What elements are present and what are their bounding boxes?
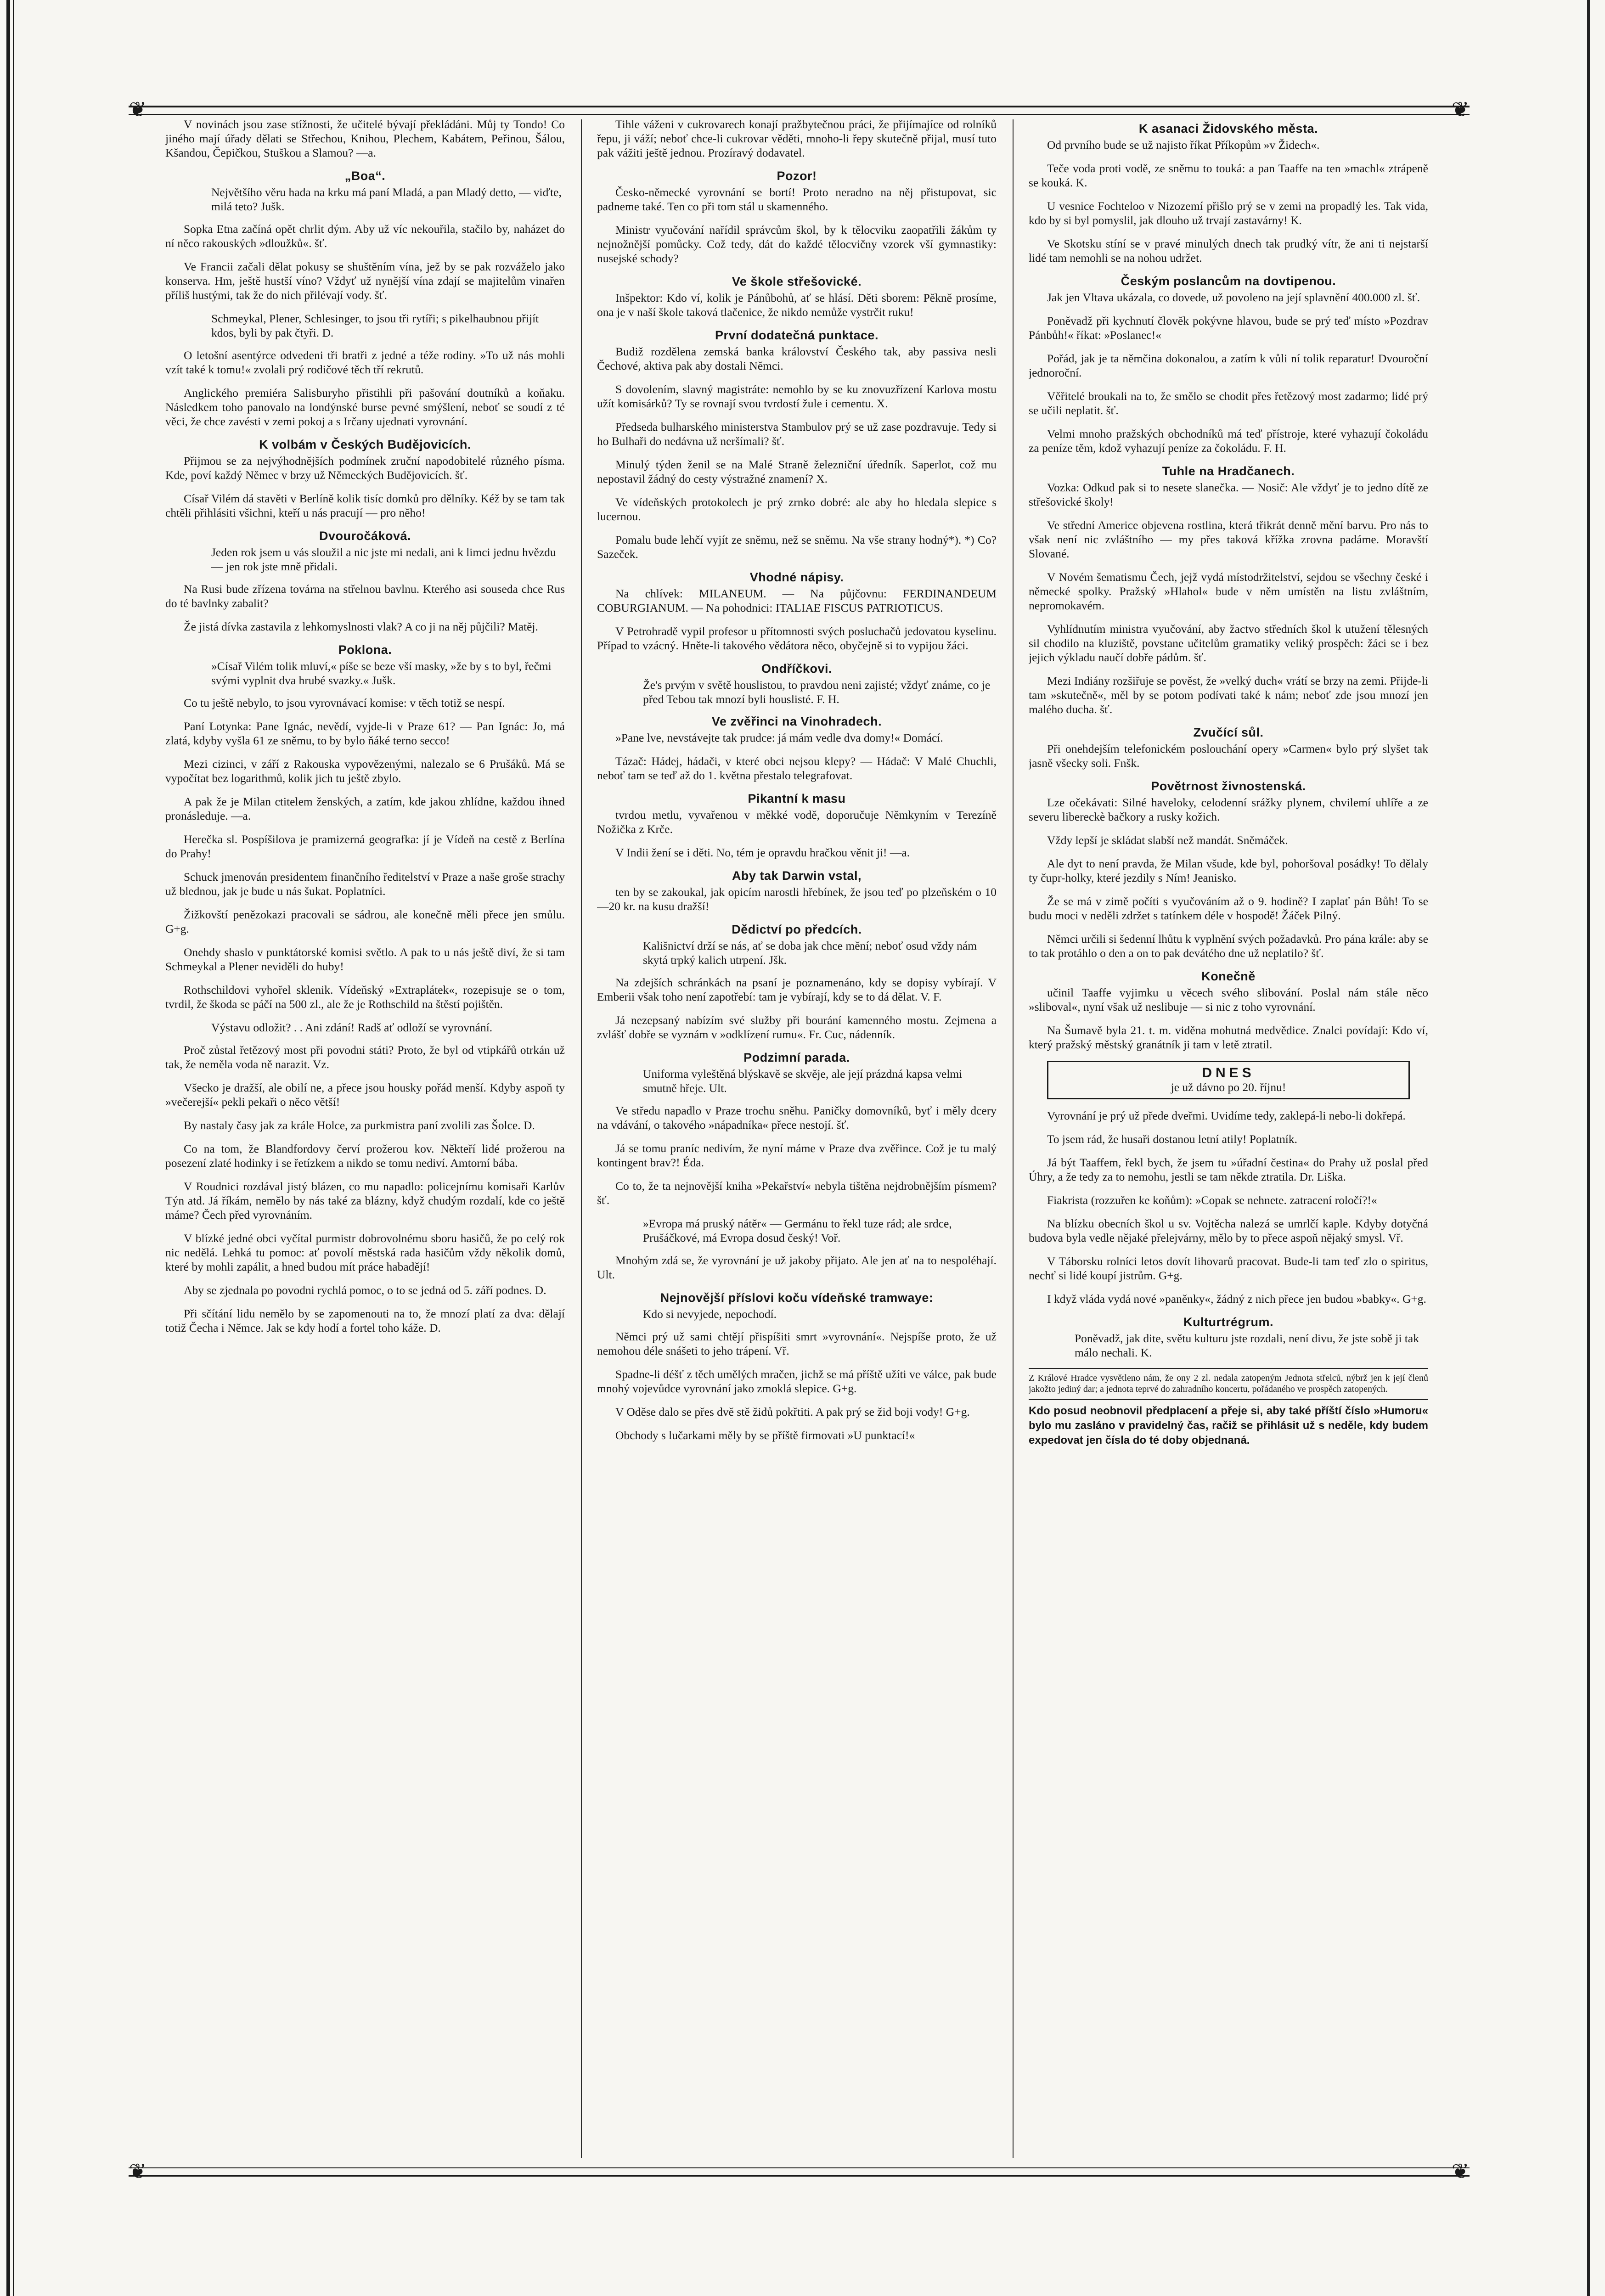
article-paragraph: V Indii žení se i děti. No, tém je opravdu hračkou věnit ji! —a. [615,846,910,859]
article-heading: Ve škole střešovické. [732,275,862,288]
article-heading: Dědictví po předcích. [732,923,862,936]
article-heading: Povětrnost živnostenská. [1151,779,1306,793]
article-paragraph: tvrdou metlu, vyvařenou v měkké vodě, doporučuje Němkyním v Terezíně Nožička z Krče. [597,808,997,836]
article-paragraph: O letošní asentýrce odvedeni tři bratři z jedné a téže rodiny. »To už nás mohli vzít také k tomu!« zvolali prý rodičové těch tří rekrutů. [165,349,565,376]
article-paragraph: Poněvadž při kychnutí člověk pokývne hlavou, bude se prý teď místo »Pozdrav Pánbůh!« říkat: »Poslanec!« [1029,314,1428,342]
article-paragraph: Minulý týden ženil se na Malé Straně železniční úředník. Saperlot, což mu nepostavil žádný do cesty výstražné znamení? X. [597,458,997,485]
article-paragraph: Na zdejších schránkách na psaní je poznamenáno, kdy se dopisy vybírají. V Emberii však toho není zapotřebí: tam je vybírají, kdy se to dá dělat. V. F. [597,976,997,1003]
verse-block: »Evropa má pruský nátěr« — Germánu to řekl tuze rád; ale srdce, Prušáčkové, má Evropa dosud český! Voř. [643,1217,952,1244]
column-divider [581,119,582,2158]
article-paragraph: Onehdy shaslo v punktátorské komisi světlo. A pak to u nás ještě diví, že si tam Schmeykal a Plener neviděli do huby! [165,945,565,973]
article-paragraph: Věřitelé broukali na to, že smělo se chodit přes řetězový most zadarmo; lidé prý se učili neplatit. šť. [1029,389,1428,417]
article-heading: Kulturtrégrum. [1183,1315,1273,1329]
article-heading: Ondříčkovi. [761,662,833,675]
article-paragraph: V Petrohradě vypil profesor u přítomnosti svých posluchačů jedovatou kyselinu. Případ to vzácný. Hněte-li takového vědátora něco, obyčejně si to vypijou žáci. [597,625,997,652]
corner-ornament-icon: ❦ [1451,2159,1470,2183]
article-paragraph: Vozka: Odkud pak si to nesete slanečka. — Nosič: Ale vždyť je to jedno dítě ze střešovické školy! [1029,481,1428,508]
corner-ornament-icon: ❦ [129,97,147,122]
article-paragraph: Při sčítání lidu nemělo by se zapomenouti na to, že mnozí platí za dva: dělají totiž Čecha i Němce. Jak se kdy hodí a fortel toho káže. D. [165,1307,565,1334]
article-paragraph: A pak že je Milan ctitelem ženských, a zatím, kde jakou zhlídne, každou ihned pronásleduje. —a. [165,795,565,822]
article-paragraph: Mezi cizinci, v září z Rakouska vypovězenými, nalezalo se 6 Prušáků. Má se vypočítat bez logarithmů, kolik jich tu ještě zbylo. [165,757,565,785]
article-heading: „Boa“. [344,169,386,183]
subscription-notice: Kdo posud neobnovil předplacení a přeje si, aby také příští číslo »Humoru« bylo mu zasláno v pravidelný čas, račiž se přihlásit už s neděle, kdy budem expedovat jen čísla do té doby objednaná. [1029,1399,1428,1448]
article-heading: Nejnovější příslovi koču vídeňské tramwaye: [660,1291,934,1305]
article-paragraph: Herečka sl. Pospíšilova je pramizerná geografka: jí je Vídeň na cestě z Berlína do Prahy! [165,833,565,860]
column-divider [1013,119,1014,2158]
article-paragraph: Všecko je dražší, ale obilí ne, a přece jsou housky pořád menší. Kdyby aspoň ty »večerejší« pekli pekaři o něco větší! [165,1081,565,1109]
article-heading: První dodatečná punktace. [715,328,879,342]
article-paragraph: Že jistá dívka zastavila z lehkomyslnosti vlak? A co ji na něj půjčili? Matěj. [184,620,538,633]
article-paragraph: Ve Skotsku stíní se v pravé minulých dnech tak prudký vítr, že ani ti nejstarší lidé tam nemohli se na nohou udržet. [1029,237,1428,264]
corner-ornament-icon: ❦ [1451,97,1470,122]
article-paragraph: Ve střední Americe objevena rostlina, která třikrát denně mění barvu. Pro nás to však není nic zvláštního — my přes taková křížka zrovna padáme. Moravští Slované. [1029,518,1428,560]
article-paragraph: Vyrovnání je prý už přede dveřmi. Uvidíme tedy, zaklepá-li nebo-li dokřepá. [1047,1109,1406,1122]
article-heading: Podzimní parada. [743,1051,850,1064]
article-paragraph: V Roudnici rozdával jistý blázen, co mu napadlo: policejnímu komisaři Karlův Týn atd. Já říkám, nemělo by nás také za blázny, když chudým rozdalí, kde co ještě máme? Čech před vyrovnáním. [165,1180,565,1221]
article-paragraph: Já být Taaffem, řekl bych, že jsem tu »úřadní čestina« do Prahy už poslal před Úhry, a že tedy za to nemohu, jestli se tam někde ztratila. Dr. Liška. [1029,1156,1428,1183]
verse-block: Schmeykal, Plener, Schlesinger, to jsou tři rytíři; s pikelhaubnou přijít kdos, byli by pak čtyři. D. [211,312,539,339]
article-paragraph: Němci prý už sami chtějí přispíšiti smrt »vyrovnání«. Nejspíše proto, že už nemohou déle snášeti to jeho trápení. Vř. [597,1330,997,1357]
article-paragraph: Na Rusi bude zřízena továrna na střelnou bavlnu. Kterého asi souseda chce Rus do té bavlnky zabalit? [165,582,565,610]
article-paragraph: Ve středu napadlo v Praze trochu sněhu. Paničky domovníků, byť i měly dcery na vdávání, o takového »nápadníka« přece nestojí. šť. [597,1104,997,1131]
correction-note: Z Králové Hradce vysvětleno nám, že ony 2 zl. nedala zatopeným Jednota střelců, nýbrž jen k její členů jakožto jediný dar; a jednota teprvé do zahradního koncertu, pořádaného ve prospěch zatopených. [1029,1368,1428,1395]
article-heading: Zvučící sůl. [1193,726,1264,739]
article-heading: Vhodné nápisy. [749,570,844,584]
article-paragraph: Rothschildovi vyhořel sklenik. Vídeňský »Extraplátek«, rozepisuje se o tom, tvrdil, že škoda se páčí na 500 zl., ale že je Rothschild na štěstí pojištěn. [165,983,565,1011]
newspaper-page [129,92,1470,2186]
article-paragraph: Od prvního bude se už najisto říkat Příkopům »v Židech«. [1047,138,1320,152]
article-paragraph: Proč zůstal řetězový most při povodni státi? Proto, že byl od vtipkářů otrkán už tak, že neměla voda ně narazit. Vz. [165,1043,565,1071]
article-paragraph: Co na tom, že Blandfordovy červí prožerou kov. Někteří lidé prožerou na posezení zlaté hodinky i se řetízkem a nikdo se tomu nediví. Amtorní bába. [165,1142,565,1170]
boxed-notice [1047,1061,1410,1099]
verse-block: Kdo si nevyjede, nepochodí. [643,1307,777,1321]
article-paragraph: Žižkovští penězokazi pracovali se sádrou, ale konečně měli přece jen smůlu. G+g. [165,908,565,935]
article-paragraph: Fiakrista (rozzuřen ke koňům): »Copak se nehnete. zatracení roločí?!« [1047,1193,1377,1207]
article-paragraph: Tázač: Hádej, hádači, v které obci nejsou klepy? — Hádač: V Malé Chuchli, neboť tam se teď až do 1. května přestalo telegrafovat. [597,754,997,782]
article-heading: Ve zvěřinci na Vinohradech. [711,715,882,728]
article-paragraph: V Oděse dalo se přes dvě stě židů pokřtiti. A pak prý se žid boji vody! G+g. [615,1405,970,1418]
article-paragraph: Na chlívek: MILANEUM. — Na půjčovnu: FERDINANDEUM COBURGIANUM. — Na pohodnici: ITALIAE FISCUS PATRIOTICUS. [597,587,997,614]
article-paragraph: Lze očekávati: Silné haveloky, celodenní srážky plynem, chvilemí uhlíře a ze severu libereckè bačkory a rusky kožich. [1029,796,1428,823]
column-middle [597,117,997,2161]
article-paragraph: U vesnice Fochteloo v Nizozemí přišlo prý se v zemi na propadlý les. Tak vida, kdo by si byl pomyslil, jak dlouho už trvají zastavárny! K. [1029,199,1428,227]
article-heading: K volbám v Českých Budějovicích. [259,438,471,451]
article-paragraph: Já se tomu praníc nedivím, že nyní máme v Praze dva zvěřince. Což je tu malý kontingent brav?! Éda. [597,1142,997,1169]
article-paragraph: Ve Francii začali dělat pokusy se shuštěním vína, jež by se pak rozváželo jako konserva. Hm, ještě hustší víno? Vždyť už nynější vína zdají se majitelům vinařen příliš hustými, tak že do nich přilévají vody. šť. [165,260,565,302]
verse-block: »Císař Vilém tolik mluví,« píše se beze vší masky, »že by s to byl, řečmi svými vyplnit dva hrubé svazky.« Jušk. [211,659,552,687]
corner-ornament-icon: ❦ [129,2159,147,2183]
boxed-notice-title: DNES [1202,1065,1255,1080]
right-border-rule [1587,0,1590,2296]
article-paragraph: Ministr vyučování nařídil správcům škol, by k tělocviku zaopatřili žákům ty nejnožnější pomůcky. Což tedy, dát do každé tělocvičny vzorek vší gymnastiky: nusejské schody? [597,223,997,265]
verse-block: Největšího věru hada na krku má paní Mladá, a pan Mladý detto, — viďte, milá teto? Jušk. [211,186,562,213]
left-border-thin-rule [13,0,14,2296]
article-paragraph: Při onehdejším telefonickém poslouchání opery »Carmen« bylo prý slyšet tak jasně všecky soli. Fnšk. [1029,742,1428,770]
article-paragraph: Mezi Indiány rozšiřuje se pověst, že »velký duch« vrátí se brzy na zemi. Přijde-li tam »skutečně«, měl by se potom podívati také k nám; neboť zde jsou mnozí jen malého ducha. šť. [1029,674,1428,716]
article-paragraph: Na Šumavě byla 21. t. m. viděna mohutná medvědice. Znalci povídají: Kdo ví, který pražský městský granátník ji tam v letě ztratil. [1029,1024,1428,1051]
column-right [1029,117,1428,2161]
article-paragraph: Velmi mnoho pražských obchodníků má teď přístroje, které vyhazují čokoládu za peníze těm, kdož vyhazují peníze za čokoládu. F. H. [1029,427,1428,455]
top-frame-bar [129,106,1470,115]
article-paragraph: Ve vídeňských protokolech je prý zrnko dobré: ale aby ho hledala slepice s lucernou. [597,495,997,523]
article-paragraph: ten by se zakoukal, jak opicím narostli hřebínek, že jsou teď po plzeňském o 10—20 kr. na kusu dražší! [597,885,997,913]
article-heading: K asanaci Židovského města. [1138,122,1318,135]
article-paragraph: Paní Lotynka: Pane Ignác, nevědí, vyjde-li v Praze 61? — Pan Ignác: Jo, má zlatá, kdyby vyšla 61 ze sněmu, to by bylo ňáké terno secco! [165,720,565,747]
article-paragraph: By nastaly časy jak za krále Holce, za purkmistra paní zvolili zas Šolce. D. [184,1119,535,1132]
left-border-rule [6,0,10,2296]
article-paragraph: Vždy lepší je skládat slabší než mandát. Sněmáček. [1047,833,1288,847]
article-paragraph: Předseda bulharského ministerstva Stambulov prý se už zase pozdravuje. Tedy si ho Bulhaři do nedávna už neršímali? šť. [597,420,997,448]
article-heading: Dvouročáková. [319,529,411,543]
article-paragraph: Přijmou se za nejvýhodnějších podmínek zruční napodobitelé různého písma. Kde, poví každý Němec v brzy už Německých Budějovicích. šť. [165,454,565,482]
boxed-notice-subtitle: je už dávno po 20. říjnu! [1171,1080,1286,1094]
verse-block: Uniforma vyleštěná blýskavě se skvěje, ale její prázdná kapsa velmi smutně hřeje. Ult. [643,1067,963,1095]
article-heading: Aby tak Darwin vstal, [732,869,862,883]
article-paragraph: To jsem rád, že husaři dostanou letní atily! Poplatník. [1047,1132,1297,1146]
article-paragraph: Pomalu bude lehčí vyjít ze sněmu, než se sněmu. Na vše strany hodný*). *) Co? Sazeček. [597,533,997,561]
verse-block: Jeden rok jsem u vás sloužil a nic jste mi nedali, ani k limci jednu hvězdu — jen rok jste mně přidali. [211,546,556,573]
article-paragraph: Císař Vilém dá stavěti v Berlíně kolik tisíc domků pro dělníky. Kéž by se tam tak chtěli přihlásiti všichni, kteří u nás pracují — pro něho! [165,492,565,519]
article-paragraph: Tihle váženi v cukrovarech konají pražbytečnou práci, že přijímajíce od rolníků řepu, ji váží; neboť chce-li cukrovar věděti, mnoho-li řepy skutečně přijal, musí tuto pak vážiti ještě jednou. Prozíravý dodavatel. [597,118,997,159]
article-paragraph: Budiž rozdělena zemská banka království Českého tak, aby passiva nesli Čechové, aktiva pak aby dostali Němci. [597,345,997,372]
article-heading: Poklona. [338,643,392,657]
article-paragraph: Mnohým zdá se, že vyrovnání je už jakoby přijato. Ale jen ať na to nespoléhají. Ult. [597,1254,997,1281]
article-paragraph: Němci určili si šedenní lhůtu k vyplnění svých požadavků. Pro pána krále: aby se to tak protáhlo o den a on to pak devátého dne už neplatilo? šť. [1029,932,1428,960]
article-paragraph: V Táborsku rolníci letos dovít lihovarů pracovat. Bude-li tam teď zlo o spiritus, nechť si lidé koupí jistrům. G+g. [1029,1255,1428,1282]
article-heading: Tuhle na Hradčanech. [1162,464,1295,478]
article-paragraph: Anglického premiéra Salisburyho přistihli při pašování doutníků a koňaku. Následkem toho panovalo na londýnské burse pevné smýšlení, neboť se soudí z té věci, že chce zavésti v zemi pokoj a s Irčany ujednati vyrovnání. [165,386,565,428]
article-paragraph: Pořád, jak je ta němčina dokonalou, a zatím k vůli ní tolik reparatur! Dvouroční jednoroční. [1029,352,1428,379]
article-paragraph: Na blízku obecních škol u sv. Vojtěcha nalezá se umrlčí kaple. Kdyby dotyčná budova byla vedle nějaké přelejvárny, mělo by to přece aspoň nějaký smysl. Vř. [1029,1217,1428,1244]
verse-block: Výstavu odložit? . . Ani zdání! Radš ať odloží se vyrovnání. [211,1021,493,1034]
article-paragraph: V blízké jedné obci vyčítal purmistr dobrovolnému sboru hasičů, že po celý rok nic nedělá. Lehká tu pomoc: ať povolí městská rada hasičům vždy několik domů, které by mohli zapálit, a hned budou mít práce habadějí! [165,1232,565,1273]
article-paragraph: »Pane lve, nevstávejte tak prudce: já mám vedle dva domy!« Domácí. [615,731,943,744]
article-paragraph: Teče voda proti vodě, ze sněmu to touká: a pan Taaffe na ten »machl« ztrápeně se kouká. K. [1029,162,1428,189]
article-paragraph: Aby se zjednala po povodni rychlá pomoc, o to se jedná od 5. září podnes. D. [184,1283,546,1297]
article-heading: Pozor! [777,169,817,183]
column-left [165,117,565,2161]
article-paragraph: Ale dyt to není pravda, že Milan všude, kde byl, pohoršoval posádky! To dělaly ty čupr-holky, které jezdily s Ním! Jeanisko. [1029,857,1428,884]
article-heading: Českým poslancům na dovtipenou. [1121,274,1336,288]
article-paragraph: Jak jen Vltava ukázala, co dovede, už povoleno na její splavnění 400.000 zl. šť. [1047,291,1420,304]
verse-block: Poněvadž, jak dite, světu kulturu jste rozdali, není divu, že jste sobě ji tak málo nechali. K. [1075,1332,1419,1359]
article-paragraph: Sopka Etna začíná opět chrlit dým. Aby už víc nekouřila, stačilo by, naházet do ní něco rakouských »dloužků«. šť. [165,222,565,250]
article-paragraph: Schuck jmenován presidentem finančního ředitelství v Praze a naše groše strachy už blednou, jak je bude u nás šukat. Poplatníci. [165,870,565,898]
article-paragraph: V novinách jsou zase stížnosti, že učitelé bývají překládáni. Můj ty Tondo! Co jiného mají úřady dělati se Střechou, Knihou, Plechem, Kabátem, Peřinou, Šálou, Kšandou, Čepičkou, Stuškou a Slamou? —a. [165,118,565,159]
verse-block: Že's prvým v světě houslistou, to pravdou neni zajisté; vždyť známe, co je před Tebou tak mnozí byli houslisté. F. H. [643,678,991,706]
article-paragraph: Inšpektor: Kdo ví, kolik je Pánůbohů, ať se hlásí. Děti sborem: Pěkně prosíme, ona je v naší škole taková tlačenice, že nikdo nemůže vystrčit ruku! [597,291,997,319]
article-paragraph: učinil Taaffe vyjimku u věcech svého slibování. Poslal nám stále něco »sliboval«, nyní však už neslibuje — si nic z toho vyrovnání. [1029,986,1428,1013]
article-heading: Pikantní k masu [748,792,846,805]
article-paragraph: Vyhlídnutím ministra vyučování, aby žactvo středních škol k utužení tělesných sil chodilo na kluziště, povstane učitelům gramatiky veliký prospěch: žáci se i bez jejich výkladu naučí dobře pádům. šť. [1029,622,1428,664]
article-paragraph: Já nezepsaný nabízím své služby při bourání kamenného mostu. Zejmena a zvlášť dobře se vyznám v »odklízení rumu«. Fr. Cuc, nádenník. [597,1013,997,1041]
article-paragraph: Že se má v zimě počíti s vyučováním až o 9. hodině? I zaplať pán Bůh! To se budu moci v neděli zdržet s tatínkem déle v hospodě! Žáček Pilný. [1029,895,1428,922]
article-paragraph: Spadne-li déšť z těch umělých mračen, jichž se má příště užíti ve válce, pak bude mnohý vojevůdce vyrovnání jako zmoklá slepice. G+g. [597,1367,997,1395]
article-paragraph: Česko-německé vyrovnání se bortí! Proto neradno na něj přistupovat, sic padneme také. Ten co při tom stál u skamenného. [597,186,997,213]
article-paragraph: S dovolením, slavný magistráte: nemohlo by se ku znovuzřízení Karlova mostu užít komisárků? Ty se rovnají svou tvrdostí žule i cementu. X. [597,383,997,410]
article-paragraph: Obchody s lučarkami měly by se příště firmovati »U punktací!« [615,1429,915,1442]
article-paragraph: V Novém šematismu Čech, jejž vydá místodržitelství, sejdou se všechny české i německé spolky. Pražský »Hlahol« bude v něm umístěn na listu zvláštním, nepromokavém. [1029,570,1428,612]
verse-block: Kališnictví drží se nás, ať se doba jak chce mění; neboť osud vždy nám skytá trpký kalich utrpení. Jšk. [643,939,977,967]
article-paragraph: I když vláda vydá nové »paněnky«, žádný z nich přece jen budou »babky«. G+g. [1047,1292,1426,1306]
article-paragraph: Co to, že ta nejnovější kniha »Pekařství« nebyla tištěna nejdrobnějším písmem? šť. [597,1179,997,1207]
bottom-frame-bar [129,2167,1470,2177]
article-paragraph: Co tu ještě nebylo, to jsou vyrovnávací komise: v těch totiž se nespí. [184,696,505,709]
article-heading: Konečně [1201,969,1256,983]
